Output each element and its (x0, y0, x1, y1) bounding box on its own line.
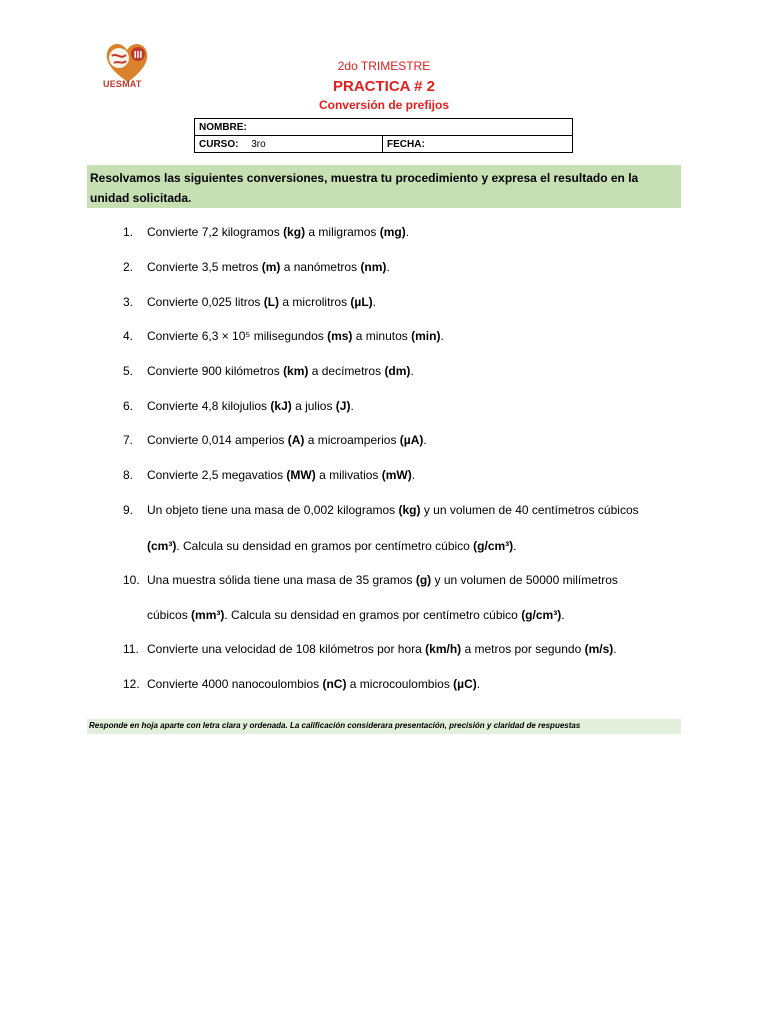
problem-text: . (423, 433, 427, 447)
problem-text: . (440, 329, 444, 343)
unit-symbol: (µC) (453, 677, 477, 691)
problem-text: . (613, 642, 617, 656)
problem-text: a microlitros (279, 295, 351, 309)
unit-symbol: (m/s) (584, 642, 614, 656)
unit-symbol: (min) (411, 329, 441, 343)
student-info-table (194, 118, 573, 153)
problem-number: 3. (123, 295, 134, 309)
problem-number: 2. (123, 260, 134, 274)
problem-text: a nanómetros (280, 260, 361, 274)
unit-symbol: (nC) (322, 677, 347, 691)
unit-symbol: (g/cm³) (473, 539, 514, 553)
unit-symbol: (A) (287, 433, 305, 447)
problem-text: a julios (291, 399, 336, 413)
problem-item (123, 502, 683, 518)
curso-cell[interactable] (195, 136, 383, 153)
problem-text: . Calcula su densidad en gramos por centímetro cúbico (176, 539, 474, 553)
problem-text: a decímetros (308, 364, 385, 378)
unit-symbol: (MW) (286, 468, 316, 482)
fecha-cell[interactable] (383, 136, 573, 153)
unit-symbol: (cm³) (147, 539, 177, 553)
problem-continuation (147, 538, 517, 554)
problem-text: Convierte una velocidad de 108 kilómetros por hora (147, 642, 426, 656)
problem-number: 10. (123, 573, 140, 587)
unit-symbol: (dm) (384, 364, 411, 378)
problem-text: . (476, 677, 481, 691)
problem-text: . Calcula su densidad en gramos por centímetro cúbico (224, 608, 522, 622)
fecha-label: FECHA: (387, 138, 425, 150)
problem-text: . (411, 468, 416, 482)
problem-item (123, 363, 683, 379)
nombre-label: NOMBRE: (199, 121, 247, 133)
unit-symbol: (g) (415, 573, 432, 587)
problem-text: . (386, 260, 390, 274)
problem-number: 5. (123, 364, 134, 378)
unit-symbol: (kg) (283, 225, 306, 239)
practice-title: PRACTICA # 2 (333, 78, 435, 95)
unit-symbol: (L) (263, 295, 280, 309)
problem-continuation (147, 607, 565, 623)
unit-symbol: (mg) (379, 225, 406, 239)
problem-item (123, 328, 683, 344)
problem-number: 12. (123, 677, 140, 691)
problem-text: a microcoulombios (346, 677, 454, 691)
unit-symbol: (kg) (398, 503, 421, 517)
problem-text: . (350, 399, 354, 413)
unit-symbol: (kJ) (270, 399, 292, 413)
problem-text: . (372, 295, 376, 309)
problem-text: a milivatios (315, 468, 382, 482)
problem-text: . (405, 225, 410, 239)
problem-text: Convierte 3,5 metros (147, 260, 262, 274)
unit-symbol: (ms) (327, 329, 353, 343)
problem-number: 9. (123, 503, 134, 517)
problem-number: 7. (123, 433, 134, 447)
curso-value: 3ro (251, 138, 266, 150)
problem-text: Convierte 900 kilómetros (147, 364, 284, 378)
problem-item (123, 572, 683, 588)
problem-text: y un volumen de 50000 milímetros (431, 573, 618, 587)
problem-text: a minutos (352, 329, 412, 343)
problem-text: . (561, 608, 565, 622)
unit-symbol: (g/cm³) (521, 608, 562, 622)
problem-number: 11. (123, 642, 139, 656)
problem-text: Un objeto tiene una masa de 0,002 kilogramos (147, 503, 399, 517)
problem-number: 4. (123, 329, 134, 343)
problem-number: 1. (123, 225, 134, 239)
problem-item (123, 467, 683, 483)
problem-item (123, 294, 683, 310)
problem-text: cúbicos (147, 608, 192, 622)
nombre-cell[interactable] (195, 119, 573, 136)
problem-text: Convierte 4,8 kilojulios (147, 399, 271, 413)
instruction-banner: Resolvamos las siguientes conversiones, muestra tu procedimiento y expresa el resultado en la unidad solicitada. (87, 165, 681, 208)
problem-text: Una muestra sólida tiene una masa de 35 gramos (147, 573, 416, 587)
problem-text: Convierte 6,3 × 10⁵ milisegundos (147, 329, 328, 343)
problem-text: a metros por segundo (461, 642, 585, 656)
problem-number: 6. (123, 399, 134, 413)
footer-note: Responde en hoja aparte con letra clara y ordenada. La calificación considerara presentación, precisión y claridad de respuestas (87, 719, 681, 734)
unit-symbol: (J) (335, 399, 351, 413)
problem-text: y un volumen de 40 centímetros cúbicos (420, 503, 639, 517)
problem-item (123, 259, 683, 275)
problem-item (123, 224, 683, 240)
unit-symbol: (nm) (360, 260, 387, 274)
unit-symbol: (µA) (399, 433, 424, 447)
problem-number: 8. (123, 468, 134, 482)
problem-text: Convierte 0,025 litros (147, 295, 264, 309)
unit-symbol: (mm³) (191, 608, 225, 622)
unit-symbol: (µL) (350, 295, 373, 309)
trimestre-label: 2do TRIMESTRE (337, 59, 431, 73)
problem-item (123, 641, 683, 657)
problem-text: Convierte 2,5 megavatios (147, 468, 287, 482)
problem-text: a microamperios (304, 433, 400, 447)
unit-symbol: (mW) (381, 468, 412, 482)
problem-item (123, 398, 683, 414)
problem-text: a miligramos (305, 225, 380, 239)
problem-text: Convierte 7,2 kilogramos (147, 225, 284, 239)
unit-symbol: (m) (261, 260, 281, 274)
practice-subtitle: Conversión de prefijos (318, 98, 450, 112)
problem-text: . (410, 364, 414, 378)
problem-item (123, 432, 683, 448)
unit-symbol: (km) (283, 364, 309, 378)
unit-symbol: (km/h) (425, 642, 462, 656)
problem-text: Convierte 4000 nanocoulombios (147, 677, 323, 691)
problem-text: . (513, 539, 517, 553)
logo-text: UESMAT (103, 79, 142, 89)
problem-text: Convierte 0,014 amperios (147, 433, 288, 447)
problem-item (123, 676, 683, 692)
curso-label: CURSO: (199, 138, 239, 150)
